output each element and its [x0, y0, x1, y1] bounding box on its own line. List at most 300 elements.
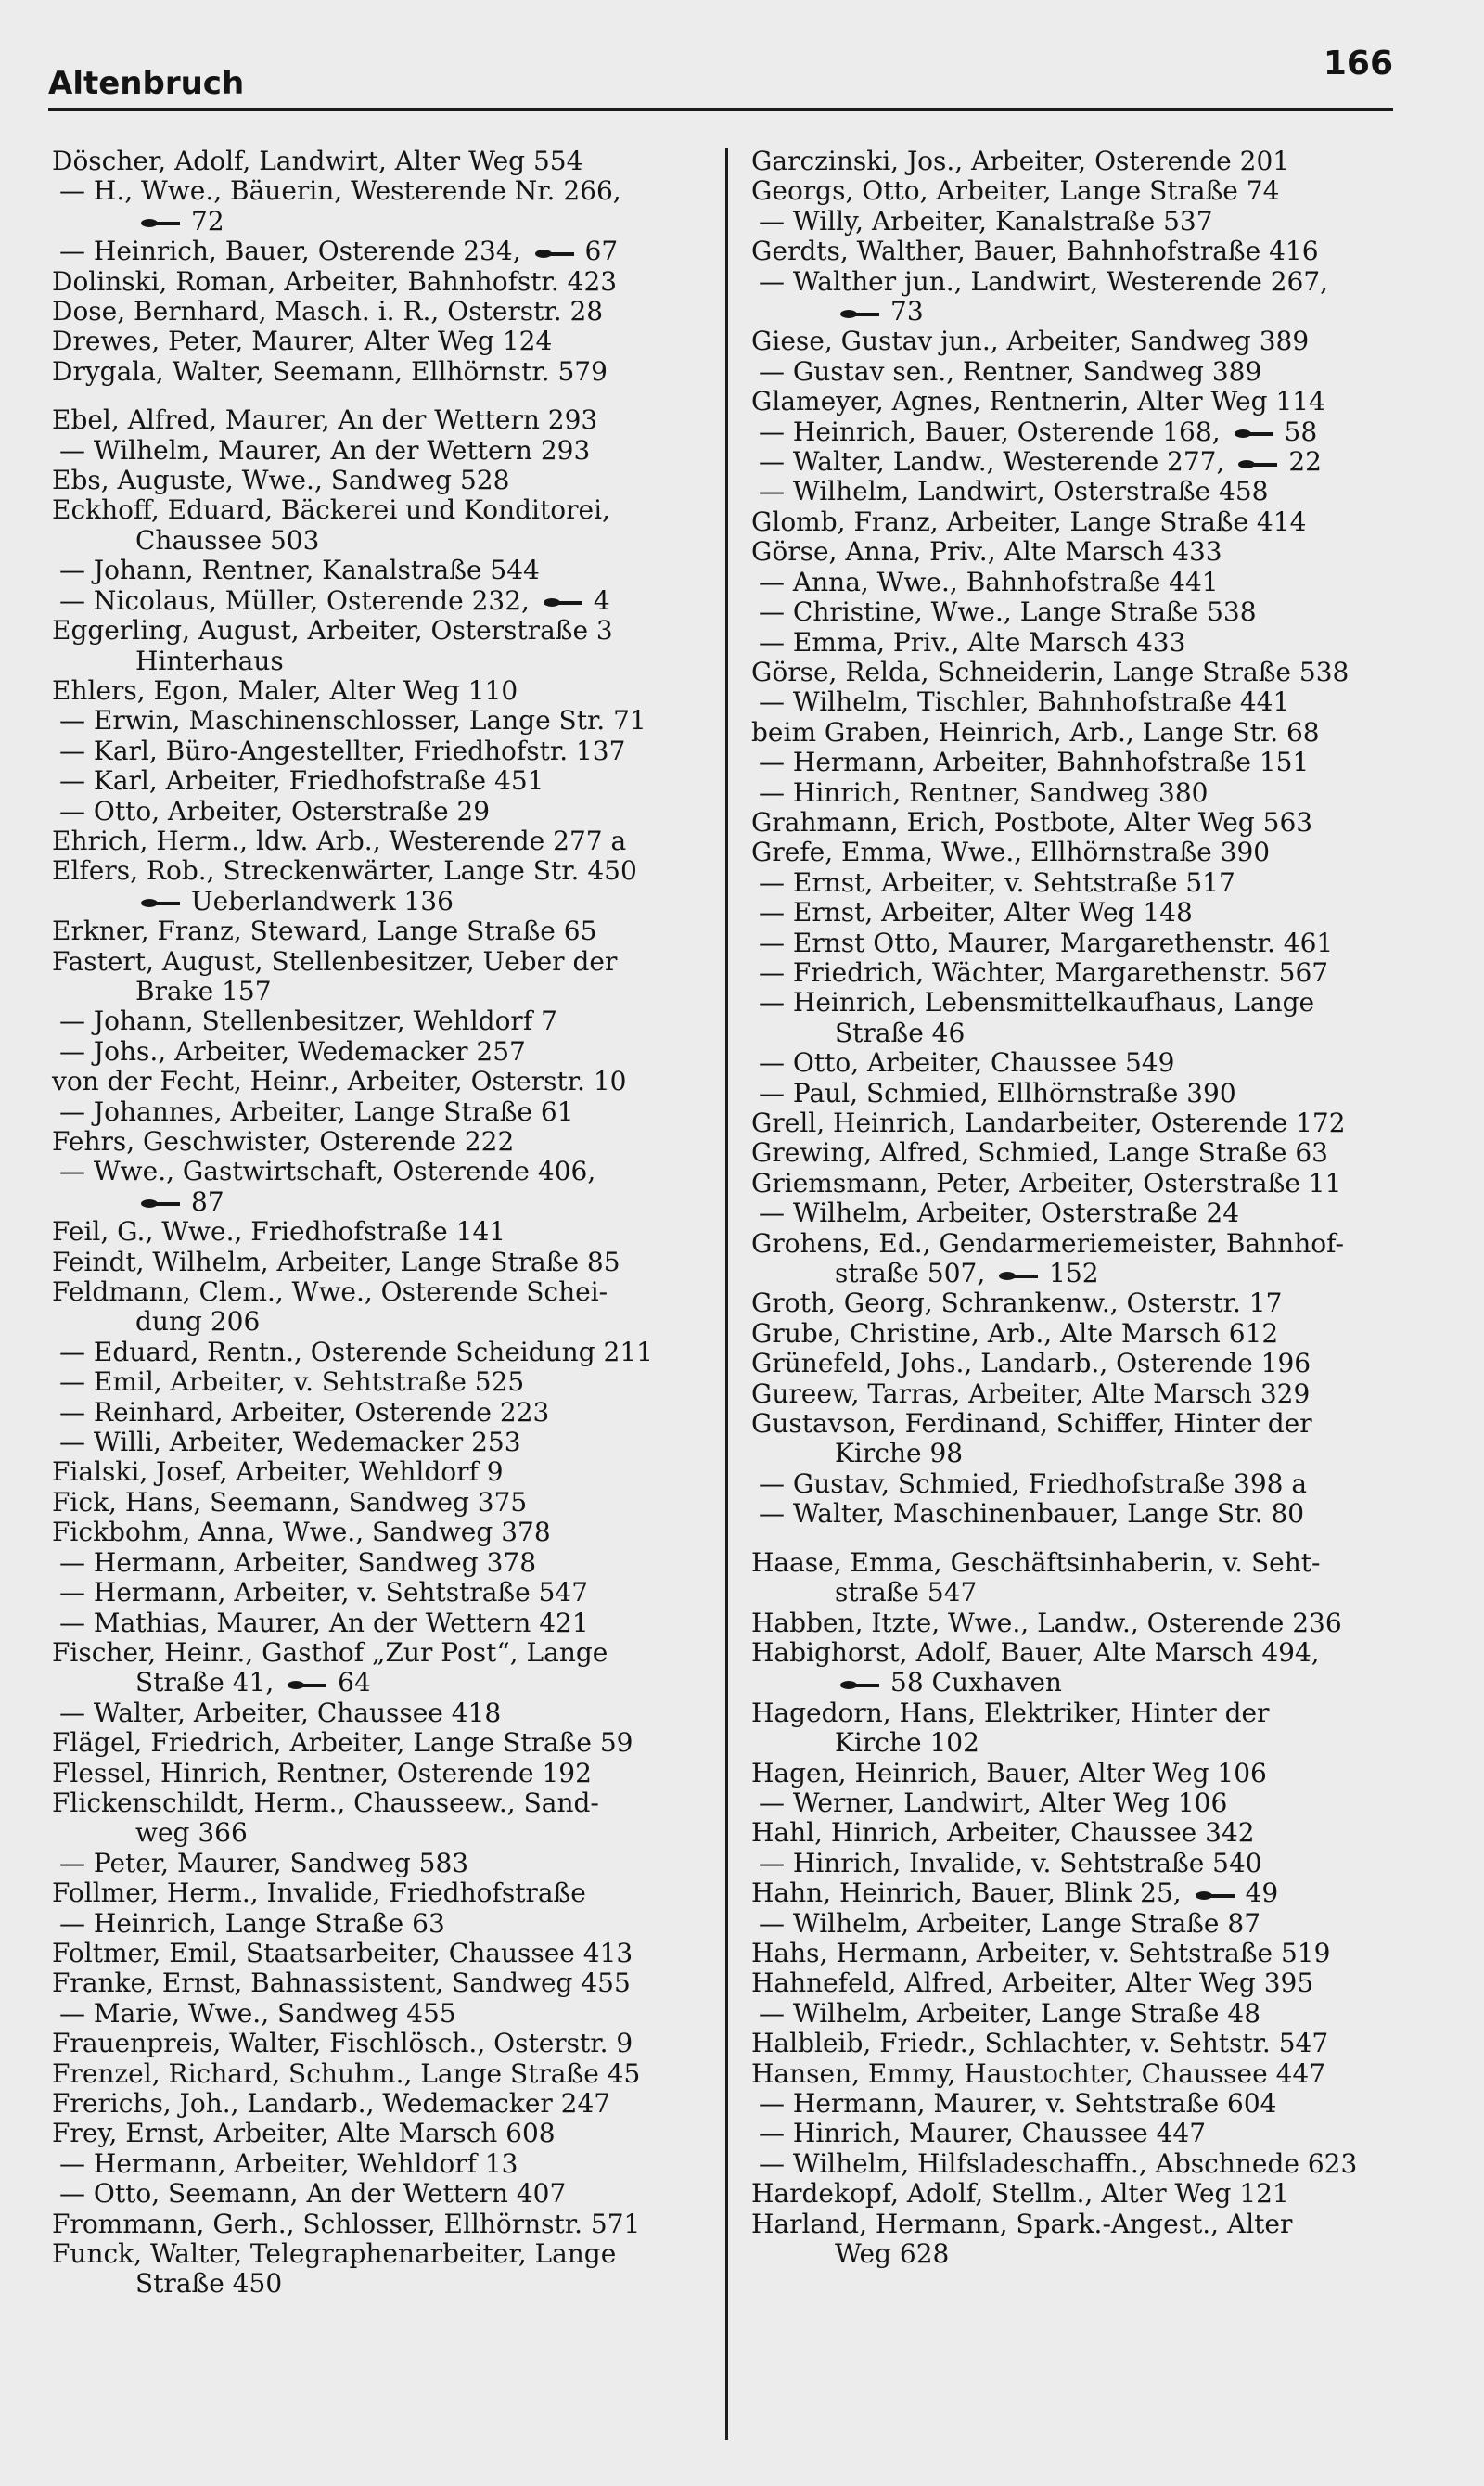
entry-text: — Hinrich, Invalide, v. Sehtstraße 540	[759, 1847, 1262, 1878]
directory-entry	[52, 1608, 720, 1638]
directory-entry	[52, 766, 720, 796]
directory-entry	[751, 1968, 1419, 1998]
entry-text: — Christine, Wwe., Lange Straße 538	[759, 596, 1257, 628]
directory-entry	[52, 1578, 720, 1608]
entry-text: — Wilhelm, Arbeiter, Lange Straße 48	[759, 1997, 1261, 2029]
directory-entry	[751, 2239, 1419, 2269]
entry-text: Hahs, Hermann, Arbeiter, v. Sehtstraße 519	[751, 1937, 1331, 1968]
directory-entry	[751, 1878, 1419, 1908]
directory-entry	[751, 1198, 1419, 1228]
directory-entry	[751, 2119, 1419, 2148]
entry-text: Gerdts, Walther, Bauer, Bahnhofstraße 416	[751, 236, 1319, 267]
directory-entry	[751, 808, 1419, 838]
directory-entry	[52, 1999, 720, 2029]
entry-text: Görse, Anna, Priv., Alte Marsch 433	[751, 536, 1222, 568]
entry-text: — Johann, Rentner, Kanalstraße 544	[59, 555, 540, 586]
page-number: 166	[1323, 45, 1393, 83]
directory-entry	[52, 827, 720, 856]
directory-entry	[751, 1048, 1419, 1078]
entry-text: Flickenschildt, Herm., Chausseew., Sand-	[52, 1787, 599, 1818]
section-gap	[52, 387, 720, 405]
directory-entry	[52, 2029, 720, 2058]
entry-text: 152	[1049, 1258, 1099, 1289]
entry-text: 58 Cuxhaven	[890, 1667, 1062, 1698]
entry-text: — Marie, Wwe., Sandweg 455	[59, 1997, 456, 2029]
entry-text: 58	[1284, 416, 1318, 447]
directory-entry	[52, 1849, 720, 1878]
entry-text: Habighorst, Adolf, Bauer, Alte Marsch 494,	[751, 1636, 1320, 1668]
entry-text: Frenzel, Richard, Schuhm., Lange Straße 45	[52, 2057, 641, 2089]
directory-entry	[751, 1578, 1419, 1608]
directory-entry	[751, 2089, 1419, 2119]
entry-text: — Willi, Arbeiter, Wedemacker 253	[59, 1427, 521, 1458]
entry-text: Gureew, Tarras, Arbeiter, Alte Marsch 329	[751, 1378, 1311, 1409]
directory-entry	[52, 1157, 720, 1186]
directory-entry	[751, 237, 1419, 266]
entry-text: — Friedrich, Wächter, Margarethenstr. 567	[759, 956, 1329, 988]
entry-text: — Hermann, Arbeiter, Bahnhofstraße 151	[759, 747, 1310, 778]
entry-text: 64	[338, 1667, 371, 1698]
directory-entry	[751, 568, 1419, 597]
directory-entry	[52, 2119, 720, 2148]
entry-text: — Gustav sen., Rentner, Sandweg 389	[759, 355, 1262, 387]
directory-entry	[751, 1548, 1419, 1578]
entry-text: — Hermann, Arbeiter, Wehldorf 13	[59, 2147, 518, 2179]
entry-text: Fehrs, Geschwister, Osterende 222	[52, 1126, 515, 1157]
telephone-icon	[141, 1197, 184, 1210]
directory-entry	[52, 586, 720, 616]
entry-text: — Wilhelm, Tischler, Bahnhofstraße 441	[759, 686, 1290, 718]
directory-entry	[751, 1939, 1419, 1968]
directory-entry	[751, 2210, 1419, 2239]
directory-entry	[52, 1037, 720, 1067]
directory-entry	[751, 868, 1419, 898]
directory-entry	[52, 797, 720, 827]
entry-text: — Otto, Arbeiter, Osterstraße 29	[59, 795, 491, 827]
entry-text: — Otto, Arbeiter, Chaussee 549	[759, 1047, 1175, 1079]
entry-text: Elfers, Rob., Streckenwärter, Lange Str. 450	[52, 855, 637, 887]
section-gap	[751, 1530, 1419, 1548]
entry-text: Frey, Ernst, Arbeiter, Alte Marsch 608	[52, 2118, 556, 2149]
entry-text: 4	[593, 584, 610, 616]
directory-entry	[751, 1849, 1419, 1878]
entry-text: Feil, G., Wwe., Friedhofstraße 141	[52, 1216, 506, 1248]
directory-entry	[52, 2269, 720, 2299]
entry-text: — Heinrich, Bauer, Osterende 168,	[759, 416, 1229, 447]
entry-text: Görse, Relda, Schneiderin, Lange Straße 538	[751, 656, 1350, 687]
directory-entry	[751, 687, 1419, 717]
directory-entry	[751, 1079, 1419, 1108]
page-header	[48, 41, 1393, 106]
entry-text: Hinterhaus	[135, 645, 284, 676]
entry-text: Grefe, Emma, Wwe., Ellhörnstraße 390	[751, 837, 1271, 868]
directory-entry	[751, 1349, 1419, 1378]
directory-entry	[52, 1338, 720, 1367]
directory-entry	[751, 1469, 1419, 1499]
directory-entry	[751, 1698, 1419, 1728]
directory-entry	[751, 1138, 1419, 1168]
entry-text: — Gustav, Schmied, Friedhofstraße 398 a	[759, 1467, 1308, 1499]
directory-entry	[751, 597, 1419, 627]
entry-text: Hagen, Heinrich, Bauer, Alter Weg 106	[751, 1757, 1267, 1788]
directory-entry	[751, 748, 1419, 777]
entry-text: — Erwin, Maschinenschlosser, Lange Str. 71	[59, 705, 646, 737]
entry-text: Chaussee 503	[135, 524, 320, 556]
entry-text: Grube, Christine, Arb., Alte Marsch 612	[751, 1317, 1279, 1349]
directory-entry	[52, 2089, 720, 2119]
entry-text: Griemsmann, Peter, Arbeiter, Osterstraße 11	[751, 1167, 1342, 1198]
directory-entry	[751, 778, 1419, 808]
directory-entry	[751, 1379, 1419, 1409]
column-divider	[725, 148, 728, 2440]
directory-entry	[52, 2239, 720, 2269]
entry-text: Grell, Heinrich, Landarbeiter, Osterende 172	[751, 1108, 1346, 1138]
entry-text: Kirche 102	[835, 1727, 979, 1759]
directory-entry	[52, 887, 720, 916]
entry-text: — Emma, Priv., Alte Marsch 433	[759, 626, 1186, 658]
entry-text: Gustavson, Ferdinand, Schiffer, Hinter der	[751, 1408, 1312, 1440]
directory-entry	[751, 1288, 1419, 1318]
directory-entry	[751, 838, 1419, 867]
directory-entry	[52, 856, 720, 886]
directory-entry	[52, 436, 720, 466]
entry-text: Georgs, Otto, Arbeiter, Lange Straße 74	[751, 175, 1280, 207]
directory-entry	[52, 357, 720, 387]
entry-text: Grewing, Alfred, Schmied, Lange Straße 63	[751, 1137, 1328, 1169]
entry-text: — Wilhelm, Landwirt, Osterstraße 458	[759, 476, 1269, 507]
entry-text: Eckhoff, Eduard, Bäckerei und Konditorei,	[52, 494, 610, 526]
entry-text: Brake 157	[135, 975, 272, 1006]
directory-entry	[52, 1217, 720, 1247]
entry-text: — Hinrich, Rentner, Sandweg 380	[759, 776, 1209, 808]
right-column	[751, 147, 1419, 2269]
entry-text: Dose, Bernhard, Masch. i. R., Osterstr. 28	[52, 296, 604, 327]
entry-text: Giese, Gustav jun., Arbeiter, Sandweg 389	[751, 326, 1310, 357]
entry-text: Kirche 98	[835, 1438, 964, 1469]
directory-entry	[52, 1668, 720, 1698]
entry-text: Flessel, Hinrich, Rentner, Osterende 192	[52, 1757, 592, 1788]
entry-text: Hahl, Hinrich, Arbeiter, Chaussee 342	[751, 1817, 1255, 1849]
directory-entry	[52, 1878, 720, 1908]
directory-entry	[52, 1818, 720, 1848]
directory-entry	[751, 898, 1419, 928]
directory-entry	[751, 537, 1419, 567]
directory-entry	[52, 2059, 720, 2089]
directory-entry	[52, 1367, 720, 1397]
directory-entry	[52, 616, 720, 646]
entry-text: Halbleib, Friedr., Schlachter, v. Sehtstr. 547	[751, 2028, 1329, 2059]
directory-entry	[52, 706, 720, 736]
entry-text: — Johs., Arbeiter, Wedemacker 257	[59, 1035, 526, 1067]
directory-entry	[52, 947, 720, 977]
entry-text: — Wilhelm, Arbeiter, Lange Straße 87	[759, 1907, 1261, 1939]
directory-entry	[52, 1006, 720, 1036]
directory-entry	[52, 1127, 720, 1157]
entry-text: Feldmann, Clem., Wwe., Osterende Schei-	[52, 1276, 608, 1308]
directory-entry	[751, 1759, 1419, 1788]
entry-text: Flägel, Friedrich, Arbeiter, Lange Straße 59	[52, 1727, 633, 1759]
entry-text: Glomb, Franz, Arbeiter, Lange Straße 414	[751, 506, 1307, 537]
entry-text: Eggerling, August, Arbeiter, Osterstraße 3	[52, 615, 613, 647]
directory-entry	[52, 2210, 720, 2239]
directory-entry	[751, 1499, 1419, 1529]
entry-text: — Heinrich, Lange Straße 63	[59, 1907, 445, 1939]
entry-text: — Johannes, Arbeiter, Lange Straße 61	[59, 1096, 574, 1127]
telephone-icon	[288, 1678, 330, 1691]
directory-entry	[751, 327, 1419, 356]
directory-entry	[52, 1638, 720, 1668]
directory-entry	[52, 297, 720, 327]
entry-text: Ehrich, Herm., ldw. Arb., Westerende 277 a	[52, 825, 627, 856]
directory-entry	[751, 1818, 1419, 1848]
entry-text: Erkner, Franz, Steward, Lange Straße 65	[52, 916, 597, 947]
entry-text: Dolinski, Roman, Arbeiter, Bahnhofstr. 423	[52, 265, 618, 297]
entry-text: 72	[191, 205, 224, 237]
entry-text: Franke, Ernst, Bahnassistent, Sandweg 455	[52, 1967, 631, 1999]
directory-entry	[52, 2149, 720, 2179]
entry-text: — Paul, Schmied, Ellhörnstraße 390	[759, 1077, 1236, 1108]
directory-entry	[52, 327, 720, 356]
directory-entry	[751, 207, 1419, 237]
directory-entry	[751, 1909, 1419, 1939]
directory-entry	[751, 718, 1419, 748]
entry-text: — Emil, Arbeiter, v. Sehtstraße 525	[59, 1366, 525, 1398]
entry-text: 73	[890, 296, 924, 327]
directory-entry	[751, 176, 1419, 206]
entry-text: Frommann, Gerh., Schlosser, Ellhörnstr. 571	[52, 2208, 641, 2239]
directory-entry	[52, 207, 720, 237]
entry-text: Feindt, Wilhelm, Arbeiter, Lange Straße 85	[52, 1246, 620, 1277]
directory-entry	[751, 2179, 1419, 2209]
directory-entry	[751, 658, 1419, 687]
directory-entry	[52, 1398, 720, 1428]
telephone-icon	[840, 307, 883, 320]
directory-entry	[751, 297, 1419, 327]
directory-entry	[52, 2179, 720, 2209]
entry-text: von der Fecht, Heinr., Arbeiter, Osterstr. 10	[52, 1066, 627, 1097]
directory-entry	[52, 267, 720, 297]
entry-text: Harland, Hermann, Spark.-Angest., Alter	[751, 2208, 1293, 2239]
directory-entry	[751, 477, 1419, 506]
entry-text: — Wilhelm, Hilfsladeschaffn., Abschnede 623	[759, 2147, 1358, 2179]
entry-text: — Ernst, Arbeiter, v. Sehtstraße 517	[759, 866, 1235, 898]
entry-text: — Wilhelm, Maurer, An der Wettern 293	[59, 434, 591, 466]
directory-entry	[751, 1319, 1419, 1349]
entry-text: — Heinrich, Bauer, Osterende 234,	[59, 236, 530, 267]
directory-entry	[52, 526, 720, 556]
entry-text: Straße 46	[835, 1017, 966, 1048]
entry-text: — Hermann, Arbeiter, v. Sehtstraße 547	[59, 1577, 589, 1608]
telephone-icon	[1238, 457, 1281, 470]
entry-text: 87	[191, 1185, 224, 1217]
directory-entry	[751, 1169, 1419, 1198]
entry-text: Straße 41,	[135, 1667, 283, 1698]
entry-text: — Walter, Arbeiter, Chaussee 418	[59, 1697, 502, 1728]
directory-entry	[52, 1788, 720, 1818]
directory-entry	[751, 2059, 1419, 2089]
telephone-icon	[999, 1269, 1042, 1282]
entry-text: — Hermann, Arbeiter, Sandweg 378	[59, 1546, 537, 1578]
entry-text: Straße 450	[135, 2268, 283, 2300]
entry-text: — Willy, Arbeiter, Kanalstraße 537	[759, 205, 1213, 237]
entry-text: — Walther jun., Landwirt, Westerende 267,	[759, 265, 1329, 297]
entry-text: 67	[584, 236, 619, 267]
directory-entry	[751, 147, 1419, 176]
entry-text: Drewes, Peter, Maurer, Alter Weg 124	[52, 326, 553, 357]
directory-entry	[751, 1439, 1419, 1468]
directory-entry	[52, 1939, 720, 1968]
entry-text: Ebs, Auguste, Wwe., Sandweg 528	[52, 465, 510, 496]
entry-text: Fialski, Josef, Arbeiter, Wehldorf 9	[52, 1456, 504, 1488]
entry-text: 22	[1288, 446, 1322, 478]
entry-text: — Peter, Maurer, Sandweg 583	[59, 1847, 469, 1878]
directory-entry	[52, 495, 720, 525]
directory-entry	[751, 267, 1419, 297]
entry-text: — Ernst, Arbeiter, Alter Weg 148	[759, 897, 1193, 929]
directory-entry	[52, 1277, 720, 1307]
directory-entry	[52, 1488, 720, 1518]
directory-entry	[52, 176, 720, 206]
entry-text: Hahn, Heinrich, Bauer, Blink 25,	[751, 1877, 1190, 1909]
telephone-icon	[1235, 427, 1277, 440]
directory-entry	[751, 988, 1419, 1018]
entry-text: Fick, Hans, Seemann, Sandweg 375	[52, 1486, 528, 1518]
entry-text: Ebel, Alfred, Maurer, An der Wettern 293	[52, 404, 598, 436]
entry-text: Frauenpreis, Walter, Fischlösch., Osterstr. 9	[52, 2028, 633, 2059]
directory-entry	[751, 1259, 1419, 1288]
entry-text: Döscher, Adolf, Landwirt, Alter Weg 554	[52, 146, 583, 176]
left-column	[52, 147, 720, 2300]
entry-text: Habben, Itzte, Wwe., Landw., Osterende 236	[751, 1607, 1342, 1638]
directory-entry	[751, 417, 1419, 447]
directory-entry	[52, 1457, 720, 1487]
entry-text: Grahmann, Erich, Postbote, Alter Weg 563	[751, 806, 1313, 838]
directory-entry	[751, 357, 1419, 387]
entry-text: Weg 628	[835, 2238, 950, 2270]
entry-text: straße 547	[835, 1577, 978, 1608]
directory-entry	[52, 916, 720, 946]
entry-text: 49	[1245, 1877, 1279, 1909]
directory-entry	[52, 1307, 720, 1337]
entry-text: straße 507,	[835, 1258, 994, 1289]
entry-text: beim Graben, Heinrich, Arb., Lange Str. 68	[751, 716, 1320, 748]
directory-entry	[751, 1019, 1419, 1048]
entry-text: Grohens, Ed., Gendarmeriemeister, Bahnhof-	[751, 1227, 1344, 1259]
directory-entry	[751, 1668, 1419, 1698]
entry-text: Garczinski, Jos., Arbeiter, Osterende 201	[751, 146, 1290, 176]
entry-text: — Werner, Landwirt, Alter Weg 106	[759, 1787, 1228, 1818]
entry-text: — Wwe., Gastwirtschaft, Osterende 406,	[59, 1156, 596, 1187]
entry-text: Groth, Georg, Schrankenw., Osterstr. 17	[751, 1288, 1283, 1319]
entry-text: Hagedorn, Hans, Elektriker, Hinter der	[751, 1697, 1270, 1728]
entry-text: — Karl, Büro-Angestellter, Friedhofstr. 137	[59, 735, 626, 766]
directory-entry	[52, 1428, 720, 1457]
entry-text: — H., Wwe., Bäuerin, Westerende Nr. 266,	[59, 175, 621, 207]
directory-entry	[751, 387, 1419, 416]
telephone-icon	[840, 1678, 883, 1691]
entry-text: — Otto, Seemann, An der Wettern 407	[59, 2178, 567, 2210]
directory-entry	[52, 647, 720, 676]
directory-entry	[52, 676, 720, 706]
entry-text: — Wilhelm, Arbeiter, Osterstraße 24	[759, 1198, 1240, 1229]
directory-entry	[751, 1638, 1419, 1668]
entry-text: Fischer, Heinr., Gasthof „Zur Post“, Lange	[52, 1636, 608, 1668]
entry-text: Fastert, August, Stellenbesitzer, Ueber der	[52, 945, 618, 977]
entry-text: Foltmer, Emil, Staatsarbeiter, Chaussee 413	[52, 1937, 633, 1968]
directory-entry	[52, 466, 720, 495]
directory-entry	[52, 147, 720, 176]
directory-entry	[52, 1187, 720, 1217]
entry-text: Funck, Walter, Telegraphenarbeiter, Lange	[52, 2238, 617, 2270]
directory-entry	[751, 2029, 1419, 2058]
directory-entry	[52, 1097, 720, 1127]
directory-entry	[52, 556, 720, 585]
entry-text: weg 366	[135, 1817, 248, 1849]
directory-entry	[52, 405, 720, 435]
directory-entry	[52, 737, 720, 766]
entry-text: — Hinrich, Maurer, Chaussee 447	[759, 2118, 1207, 2149]
directory-entry	[751, 1728, 1419, 1758]
entry-text: — Walter, Landw., Westerende 277,	[759, 446, 1234, 478]
directory-entry	[751, 1999, 1419, 2029]
directory-entry	[52, 1909, 720, 1939]
directory-entry	[751, 447, 1419, 477]
entry-text: — Nicolaus, Müller, Osterende 232,	[59, 584, 538, 616]
entry-text: Frerichs, Joh., Landarb., Wedemacker 247	[52, 2088, 611, 2119]
entry-text: Hansen, Emmy, Haustochter, Chaussee 447	[751, 2057, 1326, 2089]
directory-entry	[52, 1968, 720, 1998]
entry-text: — Reinhard, Arbeiter, Osterende 223	[59, 1396, 550, 1428]
directory-entry	[751, 1229, 1419, 1259]
entry-text: Grünefeld, Johs., Landarb., Osterende 196	[751, 1348, 1311, 1379]
telephone-icon	[544, 596, 586, 609]
directory-entry	[751, 958, 1419, 988]
entry-text: — Mathias, Maurer, An der Wettern 421	[59, 1607, 589, 1638]
telephone-icon	[1196, 1889, 1238, 1902]
entry-text: — Hermann, Maurer, v. Sehtstraße 604	[759, 2088, 1277, 2119]
entry-text: — Walter, Maschinenbauer, Lange Str. 80	[759, 1498, 1305, 1530]
entry-text: Ehlers, Egon, Maler, Alter Weg 110	[52, 674, 518, 706]
entry-text: — Karl, Arbeiter, Friedhofstraße 451	[59, 765, 544, 797]
telephone-icon	[141, 216, 184, 229]
entry-text: Follmer, Herm., Invalide, Friedhofstraße	[52, 1877, 586, 1909]
telephone-icon	[141, 896, 184, 909]
entry-text: Drygala, Walter, Seemann, Ellhörnstr. 579	[52, 355, 608, 387]
entry-text: Ueberlandwerk 136	[191, 885, 454, 916]
entry-text: — Heinrich, Lebensmittelkaufhaus, Lange	[759, 987, 1315, 1019]
directory-entry	[751, 1409, 1419, 1439]
directory-entry	[52, 1759, 720, 1788]
directory-entry	[52, 977, 720, 1006]
directory-entry	[751, 628, 1419, 658]
entry-text: Hardekopf, Adolf, Stellm., Alter Weg 121	[751, 2178, 1289, 2210]
entry-text: Hahnefeld, Alfred, Arbeiter, Alter Weg 395	[751, 1967, 1314, 1999]
directory-entry	[751, 507, 1419, 537]
directory-entry	[751, 2149, 1419, 2179]
entry-text: — Eduard, Rentn., Osterende Scheidung 211	[59, 1336, 653, 1367]
entry-text: Glameyer, Agnes, Rentnerin, Alter Weg 114	[751, 386, 1325, 417]
directory-entry	[751, 1788, 1419, 1818]
place-heading: Altenbruch	[48, 65, 245, 102]
entry-text: Fickbohm, Anna, Wwe., Sandweg 378	[52, 1517, 551, 1548]
directory-entry	[52, 1548, 720, 1578]
entry-text: — Johann, Stellenbesitzer, Wehldorf 7	[59, 1006, 557, 1037]
directory-entry	[52, 1518, 720, 1547]
directory-entry	[52, 237, 720, 266]
entry-text: — Ernst Otto, Maurer, Margarethenstr. 461	[759, 927, 1334, 958]
directory-entry	[751, 1108, 1419, 1138]
telephone-icon	[535, 247, 578, 260]
